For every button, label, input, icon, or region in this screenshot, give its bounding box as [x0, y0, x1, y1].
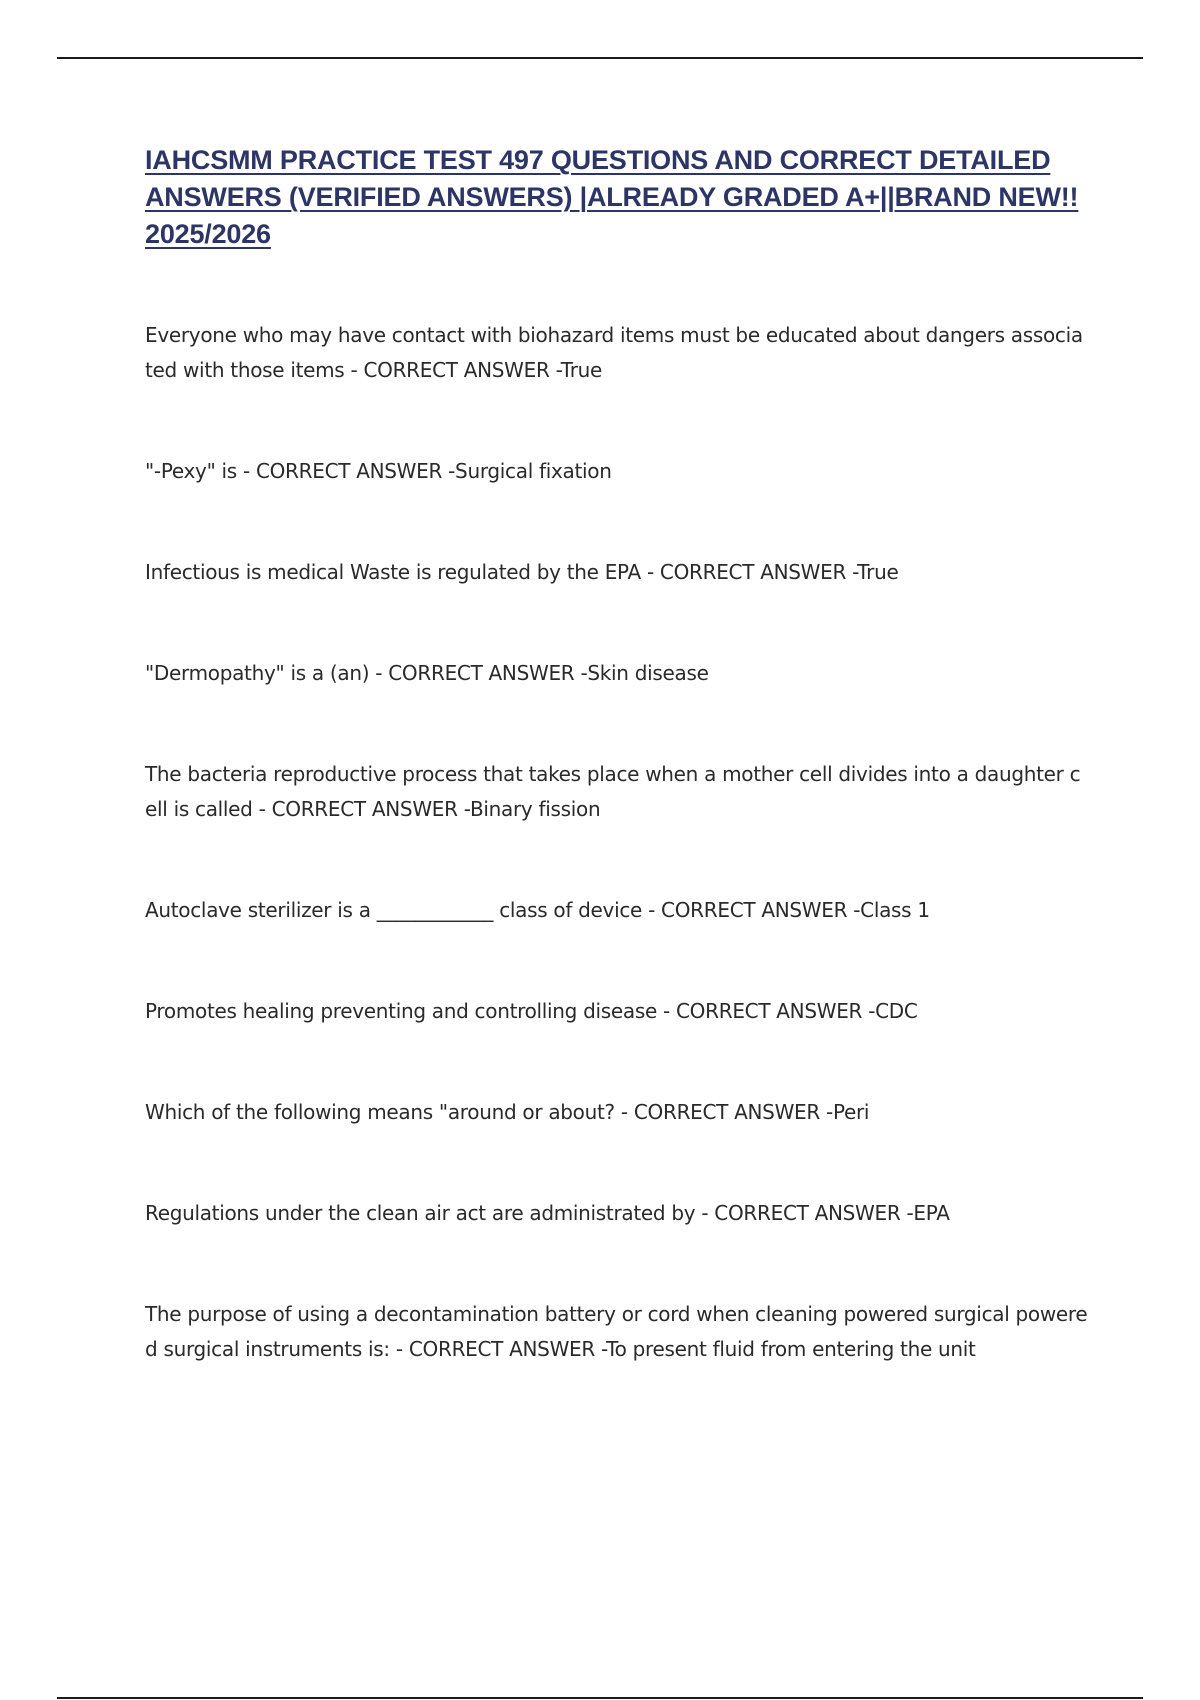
qa-item: The purpose of using a decontamination battery or cord when cleaning powered surgical powered surgical instruments is: - CORRECT ANSWER -To present fluid from entering the unit — [145, 1302, 1088, 1361]
qa-item: Promotes healing preventing and controlling disease - CORRECT ANSWER -CDC — [145, 999, 918, 1023]
qa-item: "Dermopathy" is a (an) - CORRECT ANSWER -Skin disease — [145, 661, 709, 685]
top-rule — [57, 57, 1143, 59]
qa-item: Infectious is medical Waste is regulated by the EPA - CORRECT ANSWER -True — [145, 560, 899, 584]
qa-item: Autoclave sterilizer is a ____________ class of device - CORRECT ANSWER -Class 1 — [145, 898, 930, 922]
qa-item: "-Pexy" is - CORRECT ANSWER -Surgical fixation — [145, 459, 612, 483]
bottom-rule — [57, 1697, 1143, 1699]
document-title-text: IAHCSMM PRACTICE TEST 497 QUESTIONS AND CORRECT DETAILED ANSWERS (VERIFIED ANSWERS) |ALREADY GRADED A+||BRAND NEW!! 2025/2026 — [145, 145, 1079, 249]
qa-item: The bacteria reproductive process that takes place when a mother cell divides into a daughter cell is called - CORRECT ANSWER -Binary fission — [145, 762, 1081, 821]
qa-item: Which of the following means "around or about? - CORRECT ANSWER -Peri — [145, 1100, 870, 1124]
qa-item: Regulations under the clean air act are administrated by - CORRECT ANSWER -EPA — [145, 1201, 950, 1225]
qa-item: Everyone who may have contact with biohazard items must be educated about dangers associated with those items - CORRECT ANSWER -True — [145, 323, 1083, 382]
document-page — [145, 142, 1090, 1433]
qa-list — [145, 318, 1090, 1367]
document-title — [145, 142, 1090, 253]
